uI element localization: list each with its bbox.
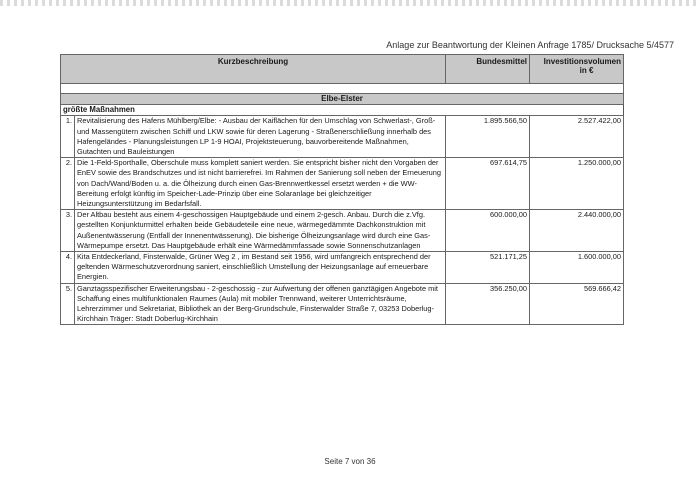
scan-edge-artifact	[0, 0, 700, 6]
table-header-row	[61, 55, 624, 84]
row-description: Ganztagsspezifischer Erweiterungsbau - 2-geschossig - zur Aufwertung der offenen ganztägigen Angebote mit Schaffung eines multifunktionalen Raumes (Aula) mit mobiler Trennwand, weiterer Unterrichtsräume, Lehrerzimmer und Sekretariat, Bibliothek an der Berg-Grundschule, Finsterwalder Straße 7, 03253 Doberlug-Kirchhain Träger: Stadt Doberlug-Kirchhain	[75, 283, 446, 325]
row-investment-volume: 2.440.000,00	[530, 210, 624, 252]
row-investment-volume: 1.600.000,00	[530, 252, 624, 284]
annex-reference: Anlage zur Beantwortung der Kleinen Anfrage 1785/ Drucksache 5/4577	[386, 40, 674, 50]
header-investment-unit: in €	[579, 66, 594, 75]
table-row	[61, 210, 624, 252]
row-description: Revitalisierung des Hafens Mühlberg/Elbe: - Ausbau der Kaiflächen für den Umschlag von Schwerlast-, Groß- und Massengütern zwischen Schiff und LKW sowie für deren Lagerung - Straßenerschließung innerhalb des Hafengeländes - Planungsleistungen LP 1-9 HOAI, Projektsteuerung, bauvorbereitende Maßnahmen, Gutachten und Bauleistungen	[75, 116, 446, 158]
table-row	[61, 283, 624, 325]
header-description: Kurzbeschreibung	[61, 55, 446, 84]
header-federal-funds: Bundesmittel	[446, 55, 530, 84]
row-investment-volume: 1.250.000,00	[530, 158, 624, 210]
header-investment-label: Investitionsvolumen	[543, 57, 622, 66]
row-federal-funds: 600.000,00	[446, 210, 530, 252]
measures-table	[60, 54, 624, 325]
row-number: 4.	[61, 252, 75, 284]
row-federal-funds: 356.250,00	[446, 283, 530, 325]
table-row	[61, 158, 624, 210]
row-number: 5.	[61, 283, 75, 325]
section-row	[61, 105, 624, 116]
region-row	[61, 94, 624, 105]
row-investment-volume: 2.527.422,00	[530, 116, 624, 158]
spacer-row	[61, 84, 624, 94]
page-number: Seite 7 von 36	[324, 457, 376, 466]
row-federal-funds: 521.171,25	[446, 252, 530, 284]
row-number: 2.	[61, 158, 75, 210]
table-row	[61, 116, 624, 158]
row-number: 3.	[61, 210, 75, 252]
table-row	[61, 252, 624, 284]
header-investment-volume	[530, 55, 624, 84]
row-description: Kita Entdeckerland, Finsterwalde, Grüner Weg 2 , im Bestand seit 1956, wird umfangreich entsprechend der geltenden Wärmeschutzverordnung saniert, einschließlich Umstellung der Heizungsanlage auf erneuerbare Energien.	[75, 252, 446, 284]
row-description: Die 1-Feld-Sporthalle, Oberschule muss komplett saniert werden. Sie entspricht bisher nicht den Vorgaben der EnEV sowie des Brandschutzes und ist nicht barrierefrei. Im Rahmen der Sanierung soll neben der Erneuerung von Dach/Wand/Boden u. a. die Ölheizung durch einen Gas-Brennwertkessel ersetzt werden + die WW-Bereitung erfolgt künftig im Speicher-Lade-Prinzip über eine Solaranlage bei gleichzeitiger Heizungsunterstützung im Bedarfsfall.	[75, 158, 446, 210]
row-federal-funds: 1.895.566,50	[446, 116, 530, 158]
row-federal-funds: 697.614,75	[446, 158, 530, 210]
row-description: Der Altbau besteht aus einem 4-geschossigen Hauptgebäude und einem 2-gesch. Anbau. Durch die z.Vfg. gestellten Konjunkturmittel erhalten beide Gebäudeteile eine neue, wärmegedämmte Dachkonstruktion mit Außenentwässerung (Entfall der Innenentwässerung). Die bisherige Ölheizungsanlage wird durch eine Gas-Wärmepumpe ersetzt. Das Hauptgebäude erhält eine Wärmedämmfassade sowie Sonnenschutzanlagen	[75, 210, 446, 252]
row-number: 1.	[61, 116, 75, 158]
region-name: Elbe-Elster	[61, 94, 624, 105]
section-title: größte Maßnahmen	[61, 105, 446, 116]
row-investment-volume: 569.666,42	[530, 283, 624, 325]
